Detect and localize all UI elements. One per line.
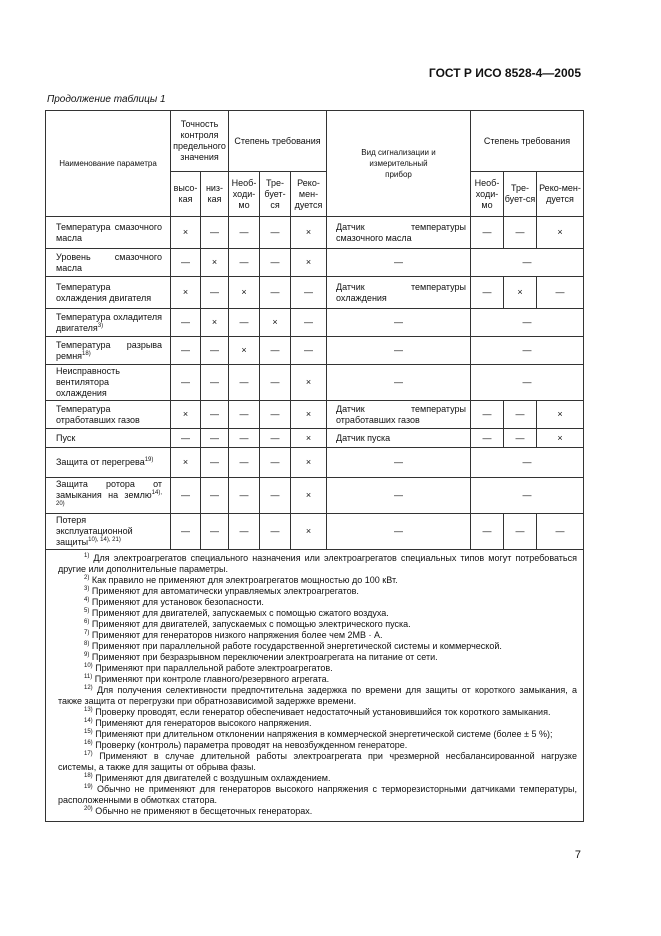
parameter-name-text: Температура охладителя двигателя: [56, 311, 162, 333]
footnote-number: 11): [84, 674, 93, 680]
mark-cell: —: [471, 277, 504, 309]
parameter-name-text: Защита ротора от замыкания на землю: [56, 479, 162, 500]
header-accuracy: Точность контроля предельного значения: [171, 111, 229, 172]
mark-cell: ×: [291, 401, 327, 429]
parameter-name-text: Неисправность вентилятора охлаждения: [56, 366, 120, 398]
parameter-name-text: Потеря эксплуатационной защиты: [56, 515, 133, 547]
footnote-text: Как правило не применяют для электроагрегатов мощностью до 100 кВт.: [91, 575, 398, 585]
footnote: [58, 553, 577, 575]
mark-cell: —: [171, 478, 201, 514]
mark-cell: —: [291, 309, 327, 337]
mark-cell: —: [537, 277, 584, 309]
footnote-number: 12): [84, 685, 93, 691]
mark-cell: ×: [537, 217, 584, 249]
signal-device: —: [327, 337, 471, 365]
mark-cell: —: [504, 401, 537, 429]
parameter-name: [46, 309, 171, 337]
footnote: [58, 718, 577, 729]
parameter-name-text: Температура отработавших газов: [56, 403, 140, 425]
mark-cell: ×: [171, 401, 201, 429]
footnote: [58, 663, 577, 674]
mark-cell: —: [471, 365, 584, 401]
footnote-number: 17): [84, 751, 93, 757]
mark-cell: ×: [229, 277, 260, 309]
footnote-number: 19): [84, 784, 93, 790]
footnote: [58, 674, 577, 685]
mark-cell: —: [291, 277, 327, 309]
table-row: [46, 514, 584, 550]
mark-cell: —: [229, 514, 260, 550]
footnote-number: 15): [84, 729, 93, 735]
table-row: [46, 217, 584, 249]
header-needed-left: Необ-ходи-мо: [229, 172, 260, 217]
footnote: [58, 773, 577, 784]
footnote-text: Обычно не применяют в бесщеточных генераторах.: [95, 806, 313, 816]
mark-cell: —: [229, 217, 260, 249]
mark-cell: ×: [291, 365, 327, 401]
header-param: Наименование параметра: [46, 111, 171, 217]
table-row: [46, 401, 584, 429]
footnote: [58, 685, 577, 707]
mark-cell: —: [201, 365, 229, 401]
footnote-number: 13): [84, 707, 93, 713]
header-needed-right: Необ-ходи-мо: [471, 172, 504, 217]
footnote: [58, 707, 577, 718]
signal-device: Датчик пуска: [327, 429, 471, 448]
footnote-text: Применяют при длительном отклонении напряжения в коммерческой энергетической системе (более ± 5 %);: [95, 729, 553, 739]
mark-cell: —: [471, 478, 584, 514]
mark-cell: —: [229, 429, 260, 448]
mark-cell: —: [201, 448, 229, 478]
mark-cell: —: [471, 401, 504, 429]
mark-cell: —: [201, 478, 229, 514]
mark-cell: —: [229, 249, 260, 277]
footnote-number: 18): [84, 773, 93, 779]
table-row: [46, 478, 584, 514]
table-caption: Продолжение таблицы 1: [47, 94, 166, 105]
table-row: [46, 249, 584, 277]
mark-cell: —: [171, 514, 201, 550]
header-degree-left: Степень требования: [229, 111, 327, 172]
mark-cell: ×: [291, 429, 327, 448]
signal-device: —: [327, 514, 471, 550]
mark-cell: ×: [291, 478, 327, 514]
signal-device: —: [327, 478, 471, 514]
footnote-text: Применяют для двигателей с воздушным охлаждением.: [95, 773, 331, 783]
mark-cell: ×: [171, 277, 201, 309]
mark-cell: —: [260, 277, 291, 309]
footnote-text: Применяют для установок безопасности.: [91, 597, 264, 607]
footnote-text: Для получения селективности предпочтительна задержка по времени для защиты от короткого замыкания, а также защита от перегрузки при обратнозависимой задержке времени.: [58, 685, 577, 706]
parameter-name: [46, 514, 171, 550]
mark-cell: —: [229, 309, 260, 337]
mark-cell: —: [471, 309, 584, 337]
footnote-text: Применяют при параллельной работе государственной энергетической системы и коммерческой.: [91, 641, 502, 651]
mark-cell: —: [229, 401, 260, 429]
footnote-number: 9): [84, 652, 90, 658]
footnote: [58, 575, 577, 586]
mark-cell: —: [291, 337, 327, 365]
footnote-number: 8): [84, 641, 90, 647]
parameter-name: [46, 249, 171, 277]
table-row: [46, 277, 584, 309]
footnote: [58, 619, 577, 630]
footnote-text: Применяют для автоматически управляемых электроагрегатов.: [91, 586, 359, 596]
footnote: [58, 597, 577, 608]
signal-device: —: [327, 249, 471, 277]
mark-cell: ×: [537, 401, 584, 429]
parameter-name-text: Уровень смазочного масла: [56, 251, 162, 273]
mark-cell: —: [229, 478, 260, 514]
mark-cell: —: [171, 249, 201, 277]
parameter-name: [46, 217, 171, 249]
footnote: [58, 784, 577, 806]
mark-cell: ×: [537, 429, 584, 448]
footnote-text: Обычно не применяют для генераторов высокого напряжения с терморезисторными датчиками температуры, расположенными в обмотках статора.: [58, 784, 577, 805]
header-recommended-left: Реко-мен-дуется: [291, 172, 327, 217]
footnote-text: Для электроагрегатов специального назначения или электроагрегатов специальных типов могут потребоваться другие или дополнительные параметры.: [58, 553, 577, 574]
signal-device: —: [327, 448, 471, 478]
footnote-number: 16): [84, 740, 93, 746]
mark-cell: ×: [201, 249, 229, 277]
mark-cell: —: [260, 249, 291, 277]
parameter-name: [46, 448, 171, 478]
footnote-number: 6): [84, 619, 90, 625]
footnote-number: 10): [84, 663, 93, 669]
signal-device: —: [327, 365, 471, 401]
footnote: [58, 586, 577, 597]
footnote-text: Проверку (контроль) параметра проводят на невозбужденном генераторе.: [95, 740, 408, 750]
mark-cell: —: [260, 478, 291, 514]
parameter-name: [46, 277, 171, 309]
mark-cell: —: [504, 429, 537, 448]
parameter-name-text: Температура охлаждения двигателя: [56, 281, 152, 303]
mark-cell: —: [201, 277, 229, 309]
mark-cell: —: [201, 337, 229, 365]
page-number: 7: [574, 849, 581, 861]
mark-cell: —: [171, 337, 201, 365]
footnote-number: 3): [84, 586, 90, 592]
mark-cell: —: [171, 309, 201, 337]
mark-cell: —: [171, 365, 201, 401]
footnote-ref: 19): [144, 457, 154, 463]
footnote: [58, 729, 577, 740]
footnote-text: Применяют для двигателей, запускаемых с помощью сжатого воздуха.: [91, 608, 389, 618]
footnote-text: Проверку проводят, если генератор обеспечивает недостаточный установившийся ток короткого замыкания.: [95, 707, 551, 717]
mark-cell: ×: [291, 249, 327, 277]
footnote: [58, 630, 577, 641]
mark-cell: —: [504, 514, 537, 550]
mark-cell: —: [260, 401, 291, 429]
footnote-number: 5): [84, 608, 90, 614]
footnote-text: Применяют для генераторов высокого напряжения.: [95, 718, 312, 728]
mark-cell: —: [201, 514, 229, 550]
mark-cell: ×: [201, 309, 229, 337]
table-row: [46, 365, 584, 401]
footnote: [58, 608, 577, 619]
footnote-text: Применяют для двигателей, запускаемых с помощью электрического пуска.: [91, 619, 411, 629]
notes-row: [46, 550, 584, 822]
mark-cell: ×: [291, 217, 327, 249]
mark-cell: —: [260, 429, 291, 448]
mark-cell: —: [537, 514, 584, 550]
footnote-text: Применяют для генераторов низкого напряжения более чем 2МВ · А.: [91, 630, 383, 640]
mark-cell: —: [171, 429, 201, 448]
parameter-name-text: Температура смазочного масла: [56, 221, 162, 243]
footnote-text: Применяют в случае длительной работы электроагрегата при чрезмерной несбалансированной нагрузке системы, а также для защиты от обрыва фазы.: [58, 751, 577, 772]
mark-cell: —: [201, 401, 229, 429]
header-required-right: Тре-бует-ся: [504, 172, 537, 217]
mark-cell: —: [260, 337, 291, 365]
parameter-name: [46, 401, 171, 429]
parameter-name-text: Пуск: [56, 432, 76, 443]
header-acc-low: низ-кая: [201, 172, 229, 217]
table-row: [46, 448, 584, 478]
footnote: [58, 641, 577, 652]
footnote: [58, 740, 577, 751]
header-required-left: Тре-бует-ся: [260, 172, 291, 217]
mark-cell: ×: [171, 217, 201, 249]
mark-cell: —: [471, 337, 584, 365]
header-acc-high: высо-кая: [171, 172, 201, 217]
footnote-text: Применяют при безразрывном переключении электроагрегата на питание от сети.: [91, 652, 438, 662]
header-recommended-right: Реко-мен-дуется: [537, 172, 584, 217]
parameter-name-text: Температура разрыва ремня: [56, 339, 162, 361]
mark-cell: ×: [504, 277, 537, 309]
footnote-text: Применяют при контроле главного/резервного агрегата.: [94, 674, 330, 684]
footnote: [58, 806, 577, 817]
footnote-number: 20): [84, 806, 93, 812]
signal-device: Датчик температуры отработавших газов: [327, 401, 471, 429]
table-row: [46, 337, 584, 365]
mark-cell: —: [471, 429, 504, 448]
footnote-ref: 18): [82, 350, 91, 357]
footnotes: [46, 550, 584, 822]
parameter-name: [46, 365, 171, 401]
mark-cell: ×: [260, 309, 291, 337]
mark-cell: —: [201, 217, 229, 249]
document-code: ГОСТ Р ИСО 8528-4—2005: [428, 66, 581, 80]
mark-cell: ×: [291, 514, 327, 550]
mark-cell: —: [471, 249, 584, 277]
mark-cell: —: [201, 429, 229, 448]
mark-cell: —: [471, 217, 504, 249]
signal-device: Датчик температуры смазочного масла: [327, 217, 471, 249]
mark-cell: —: [229, 365, 260, 401]
mark-cell: ×: [291, 448, 327, 478]
parameter-name: [46, 478, 171, 514]
mark-cell: —: [471, 514, 504, 550]
signal-device: —: [327, 309, 471, 337]
footnote-ref: 10), 14), 21): [88, 537, 121, 543]
footnote-text: Применяют при параллельной работе электроагрегатов.: [95, 663, 333, 673]
footnote-number: 1): [84, 553, 90, 559]
header-degree-right: Степень требования: [471, 111, 584, 172]
footnote-number: 4): [84, 597, 90, 603]
mark-cell: —: [229, 448, 260, 478]
signal-device: Датчик температуры охлаждения: [327, 277, 471, 309]
parameters-table: [45, 110, 584, 822]
mark-cell: —: [260, 514, 291, 550]
footnote-ref: 3): [97, 322, 104, 329]
footnote-number: 2): [84, 575, 90, 581]
footnote-number: 14): [84, 718, 93, 724]
mark-cell: —: [504, 217, 537, 249]
table-row: [46, 429, 584, 448]
mark-cell: —: [260, 217, 291, 249]
mark-cell: —: [260, 448, 291, 478]
footnote: [58, 751, 577, 773]
mark-cell: —: [471, 448, 584, 478]
mark-cell: ×: [229, 337, 260, 365]
footnote-number: 7): [84, 630, 90, 636]
parameter-name: [46, 429, 171, 448]
footnote: [58, 652, 577, 663]
mark-cell: —: [260, 365, 291, 401]
footnote-ref: 14), 20): [56, 490, 162, 507]
header-signal: Вид сигнализации и измерительный прибор: [327, 111, 471, 217]
parameter-name-text: Защита от перегрева: [56, 457, 145, 467]
parameter-name: [46, 337, 171, 365]
table-row: [46, 309, 584, 337]
mark-cell: ×: [171, 448, 201, 478]
